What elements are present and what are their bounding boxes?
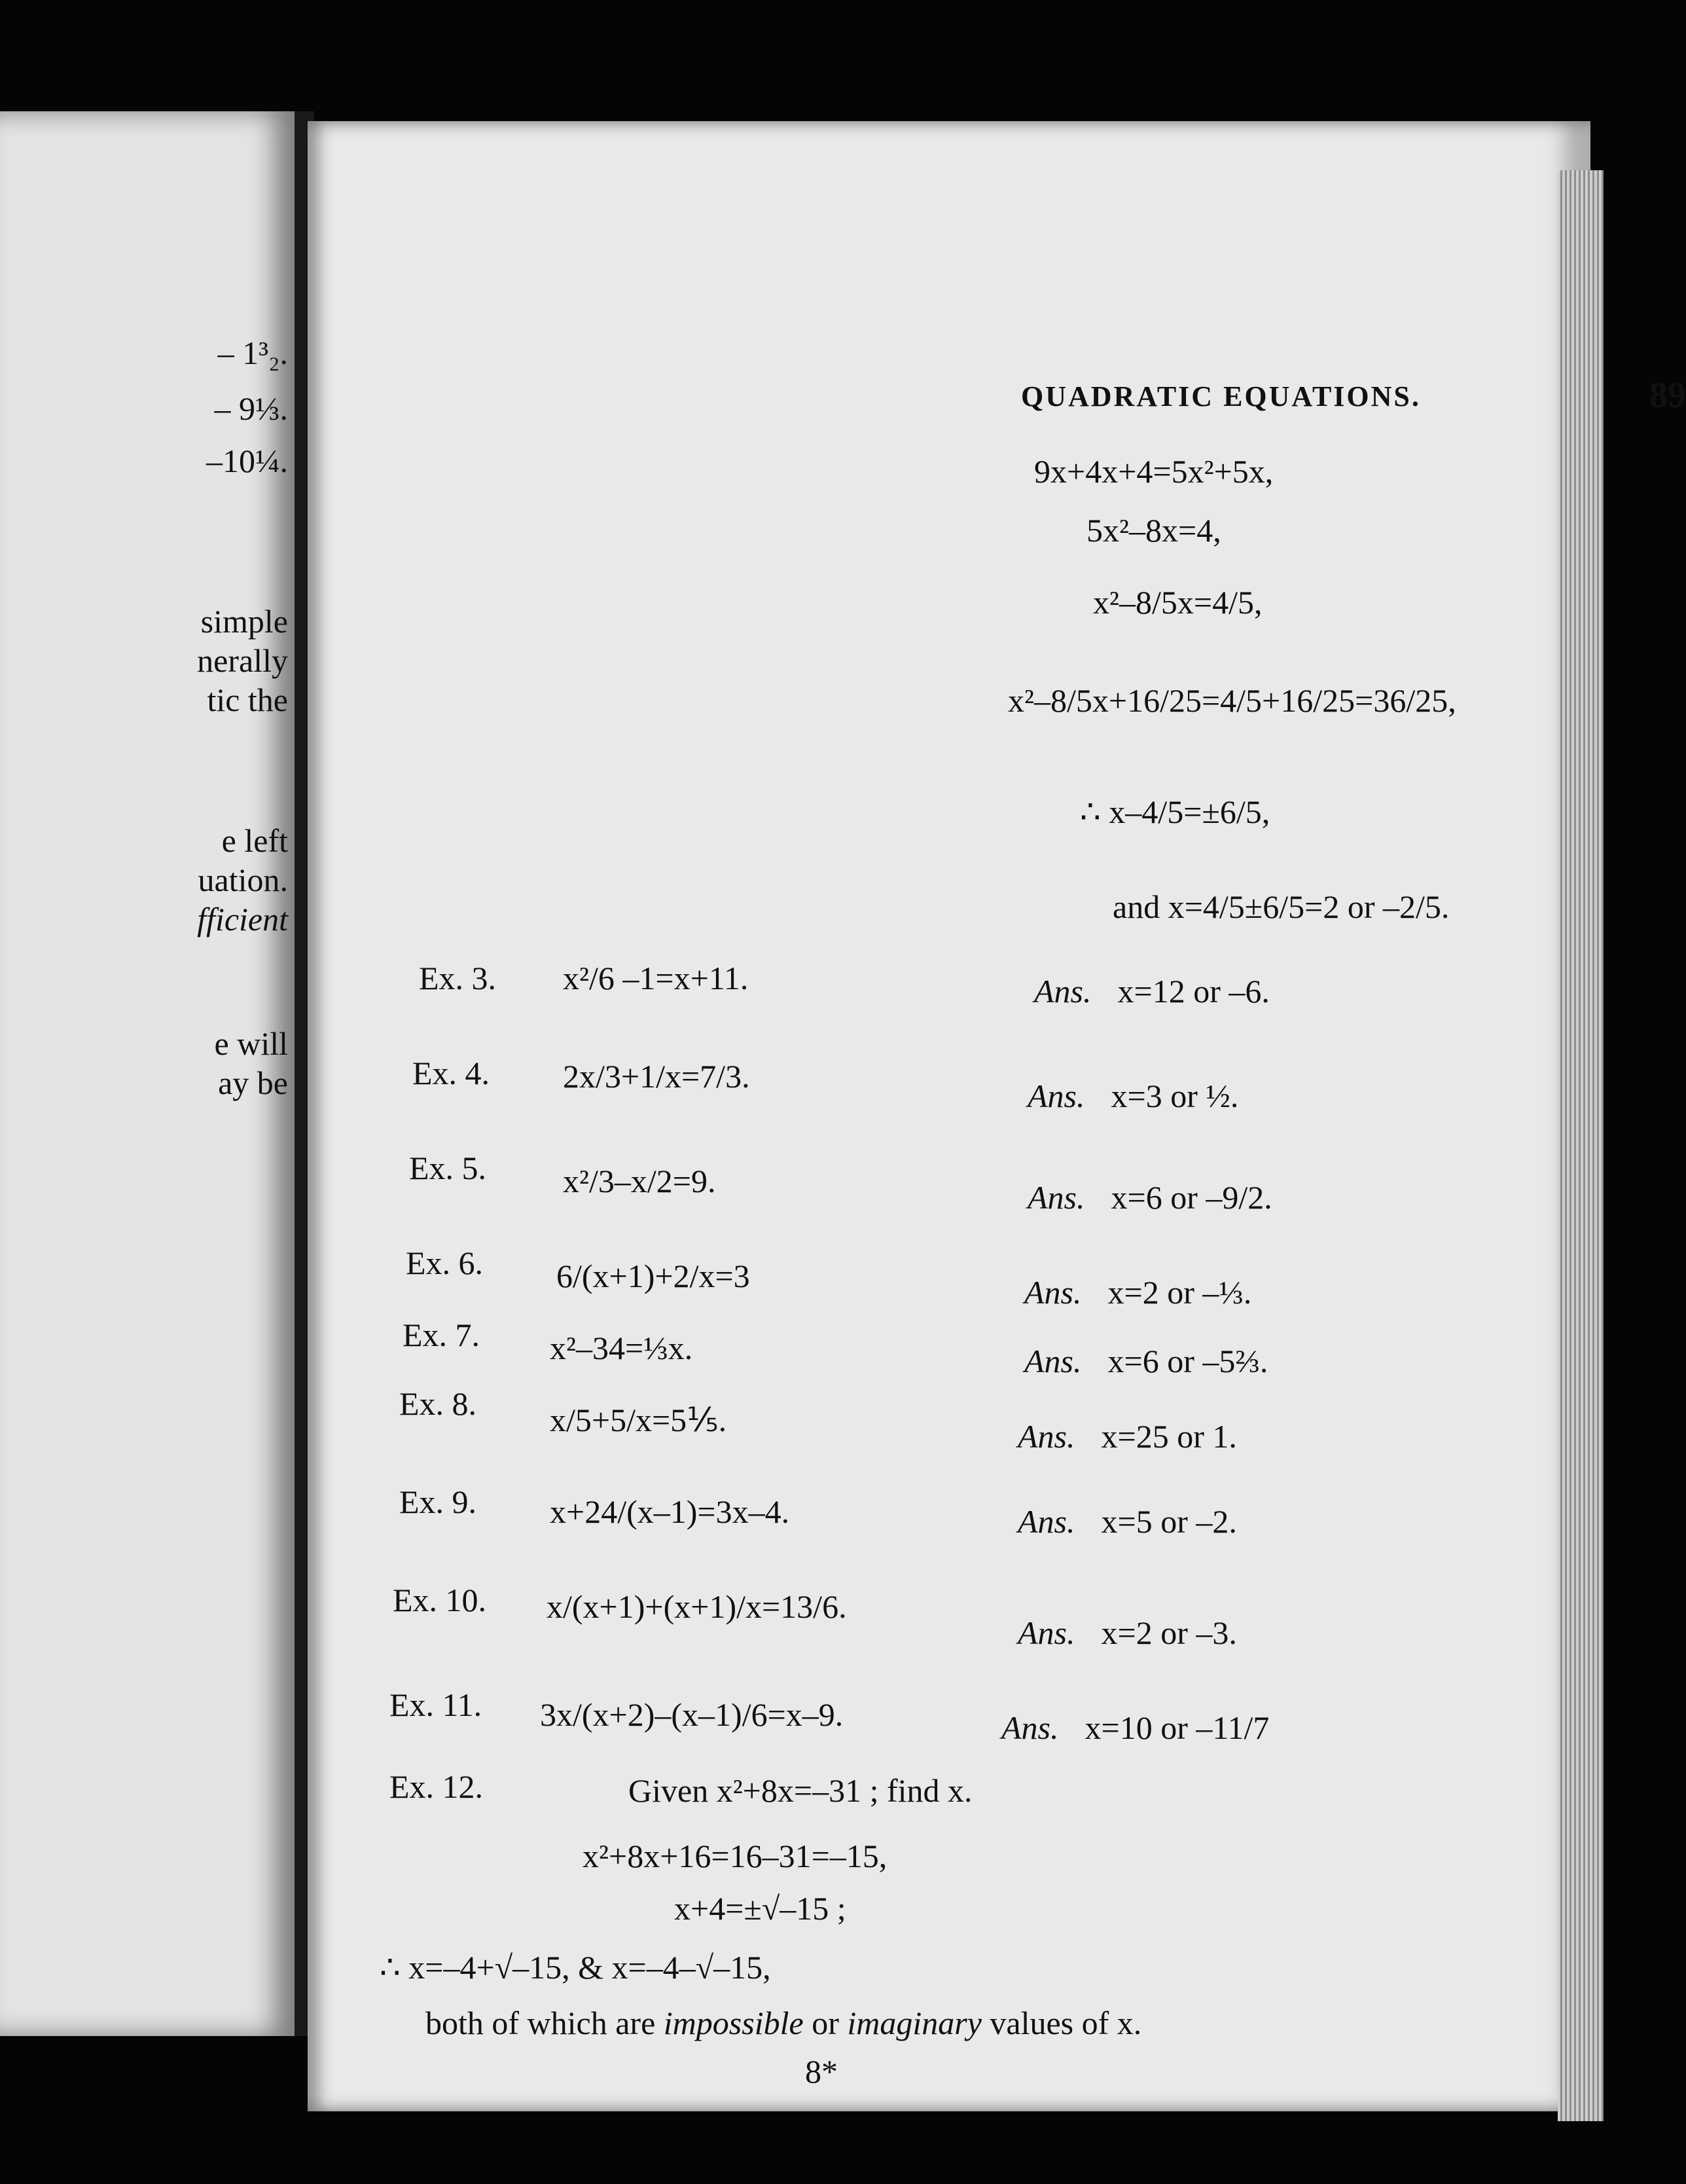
answer-value: x=10 or –11/7 — [1085, 1709, 1270, 1746]
conclusion-text: values of x. — [981, 2005, 1142, 2041]
left-fragment: uation. — [198, 862, 288, 898]
example-label: Ex. 5. — [409, 1150, 487, 1186]
answer-prefix: Ans. — [1024, 1343, 1082, 1379]
page-number: 89 — [1649, 375, 1686, 416]
answer-value: x=12 or –6. — [1117, 973, 1270, 1010]
example-answer — [1018, 1417, 1237, 1455]
left-fragment: ay be — [218, 1065, 288, 1101]
left-fragment: tic the — [207, 682, 288, 718]
example-equation: x²/6 –1=x+11. — [563, 960, 749, 996]
example-label: Ex. 6. — [406, 1245, 484, 1281]
answer-prefix: Ans. — [1001, 1709, 1059, 1746]
left-fragment: – 9⅓. — [214, 390, 288, 427]
answer-prefix: Ans. — [1028, 1078, 1085, 1114]
answer-value: x=5 or –2. — [1101, 1503, 1237, 1540]
conclusion-emphasis: impossible — [663, 2005, 804, 2041]
answer-value: x=2 or –⅓. — [1107, 1274, 1252, 1311]
solution-line: 5x²–8x=4, — [1086, 512, 1221, 549]
left-fragment: fficient — [197, 901, 288, 937]
example-label: Ex. 9. — [399, 1483, 477, 1520]
example-equation: x/5+5/x=5⅕. — [550, 1402, 727, 1438]
example-answer — [1024, 1342, 1268, 1380]
conclusion-text: both of which are — [425, 2005, 664, 2041]
answer-prefix: Ans. — [1028, 1179, 1085, 1216]
answer-value: x=6 or –9/2. — [1111, 1179, 1272, 1216]
left-fragment: e will — [214, 1025, 288, 1062]
example-answer — [1028, 1077, 1238, 1115]
solution-line: x²–8/5x=4/5, — [1093, 584, 1263, 621]
example12-given: Given x²+8x=–31 ; find x. — [628, 1772, 973, 1809]
conclusion-emphasis: imaginary — [847, 2005, 982, 2041]
example-equation: x/(x+1)+(x+1)/x=13/6. — [547, 1588, 847, 1625]
example-label: Ex. 4. — [412, 1055, 490, 1091]
answer-value: x=25 or 1. — [1101, 1418, 1237, 1455]
answer-prefix: Ans. — [1018, 1503, 1075, 1540]
running-title: QUADRATIC EQUATIONS. — [1021, 380, 1421, 412]
example-answer — [1028, 1178, 1272, 1216]
example-equation: x+24/(x–1)=3x–4. — [550, 1493, 790, 1530]
solution-line: ∴ x–4/5=±6/5, — [1080, 793, 1270, 830]
left-fragment: e left — [221, 822, 288, 859]
left-fragment: –10¼. — [206, 443, 288, 479]
answer-prefix: Ans. — [1024, 1274, 1082, 1311]
left-fragment: – 1³₂. — [217, 335, 288, 371]
example12-step: ∴ x=–4+√–15, & x=–4–√–15, — [380, 1949, 771, 1986]
example-label: Ex. 10. — [393, 1582, 487, 1618]
answer-prefix: Ans. — [1018, 1614, 1075, 1651]
example12-step: x²+8x+16=16–31=–15, — [583, 1838, 888, 1874]
example-equation: 2x/3+1/x=7/3. — [563, 1058, 750, 1095]
example-answer — [1024, 1273, 1251, 1311]
conclusion-text: or — [803, 2005, 848, 2041]
left-page — [0, 111, 295, 2036]
answer-value: x=6 or –5⅔. — [1107, 1343, 1268, 1379]
example-label: Ex. 3. — [419, 960, 497, 996]
example12-conclusion — [425, 2007, 1141, 2039]
example-label: Ex. 8. — [399, 1385, 477, 1422]
solution-line: x²–8/5x+16/25=4/5+16/25=36/25, — [1008, 682, 1456, 719]
solution-line: and x=4/5±6/5=2 or –2/5. — [1113, 888, 1450, 925]
example-equation: x²–34=⅓x. — [550, 1330, 693, 1366]
solution-line: 9x+4x+4=5x²+5x, — [1034, 453, 1274, 490]
example-equation: 6/(x+1)+2/x=3 — [556, 1258, 750, 1294]
example-label: Ex. 12. — [389, 1768, 484, 1805]
page-edge — [1558, 170, 1604, 2121]
example-answer — [1034, 972, 1270, 1010]
answer-prefix: Ans. — [1034, 973, 1092, 1010]
answer-value: x=3 or ½. — [1111, 1078, 1239, 1114]
example-label: Ex. 7. — [403, 1317, 480, 1353]
example-equation: x²/3–x/2=9. — [563, 1163, 716, 1199]
left-fragment: simple — [200, 603, 288, 640]
example-equation: 3x/(x+2)–(x–1)/6=x–9. — [540, 1696, 844, 1733]
answer-prefix: Ans. — [1018, 1418, 1075, 1455]
page-header — [308, 375, 1686, 419]
example-label: Ex. 11. — [389, 1686, 482, 1723]
example-answer — [1001, 1709, 1269, 1747]
left-fragment: nerally — [197, 642, 288, 679]
footer-signature: 8* — [805, 2053, 838, 2090]
example12-step: x+4=±√–15 ; — [674, 1890, 846, 1927]
right-page — [308, 121, 1686, 2111]
answer-value: x=2 or –3. — [1101, 1614, 1237, 1651]
example-answer — [1018, 1502, 1237, 1540]
example-answer — [1018, 1614, 1237, 1652]
